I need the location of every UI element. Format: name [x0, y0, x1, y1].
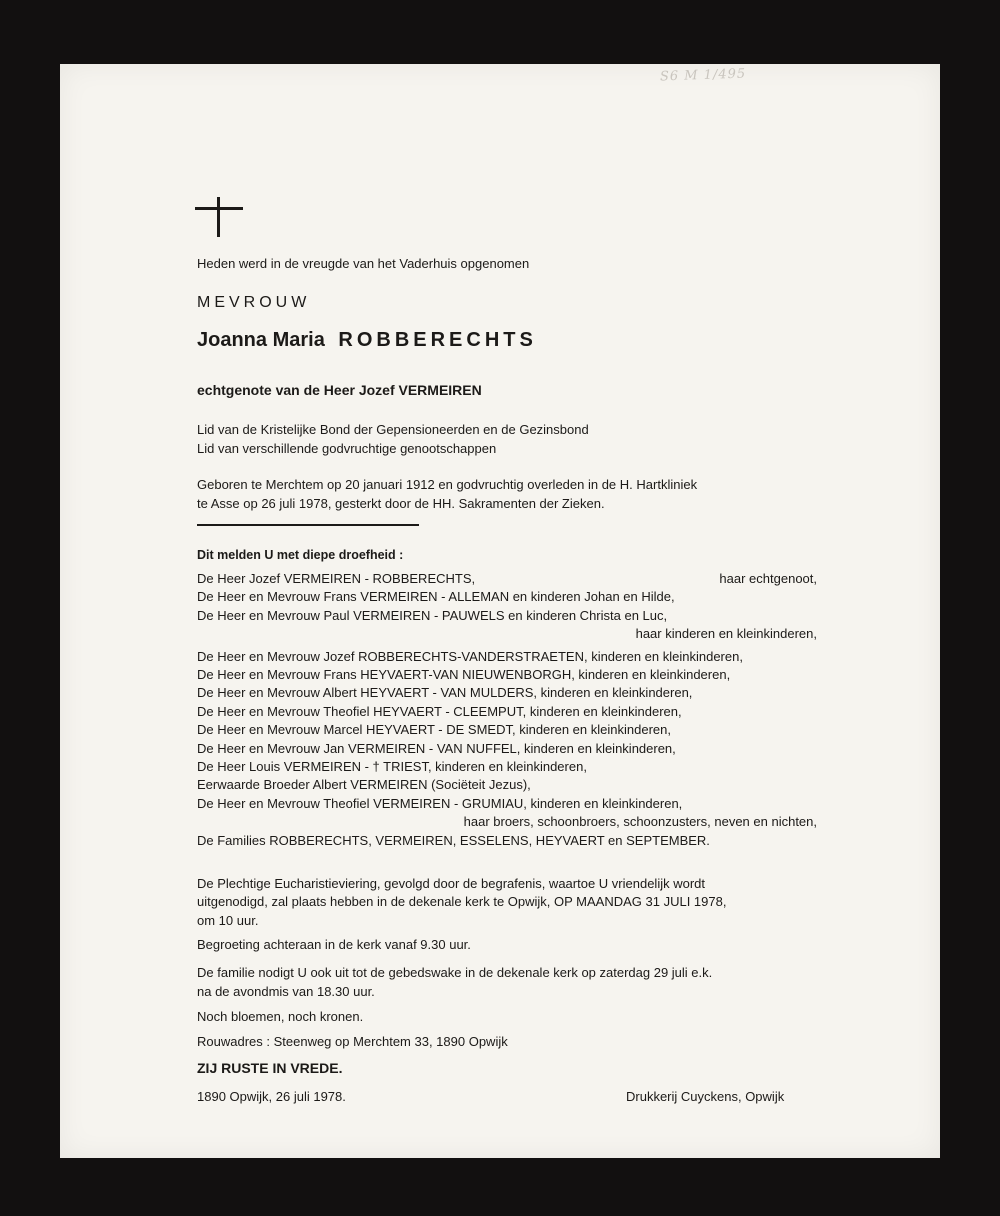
- vigil-line: De familie nodigt U ook uit tot de gebedswake in de dekenale kerk op zaterdag 29 juli e.k.: [197, 965, 713, 980]
- relative-line: De Heer en Mevrouw Frans HEYVAERT-VAN NIEUWENBORGH, kinderen en kleinkinderen,: [197, 667, 731, 682]
- relative-line: Eerwaarde Broeder Albert VERMEIREN (Sociëteit Jezus),: [197, 777, 531, 793]
- no-flowers-line: Noch bloemen, noch kronen.: [197, 1009, 364, 1024]
- place-date: 1890 Opwijk, 26 juli 1978.: [197, 1089, 346, 1104]
- cross-icon: [195, 197, 245, 237]
- relationship: haar echtgenoot,: [719, 571, 817, 586]
- ceremony-line: om 10 uur.: [197, 913, 259, 928]
- membership-line: Lid van de Kristelijke Bond der Gepensioneerden en de Gezinsbond: [197, 422, 589, 437]
- birth-death-line: Geboren te Merchtem op 20 januari 1912 en godvruchtig overleden in de H. Hartkliniek: [197, 477, 698, 492]
- relative-line: De Heer en Mevrouw Marcel HEYVAERT - DE SMEDT, kinderen en kleinkinderen,: [197, 722, 671, 738]
- mourning-address: Rouwadres : Steenweg op Merchtem 33, 1890 Opwijk: [197, 1034, 508, 1049]
- membership-line: Lid van verschillende godvruchtige genootschappen: [197, 441, 497, 456]
- relative-name: De Heer Jozef VERMEIREN - ROBBERECHTS,: [197, 571, 476, 586]
- relative-line: De Families ROBBERECHTS, VERMEIREN, ESSELENS, HEYVAERT en SEPTEMBER.: [197, 832, 710, 848]
- intro-text: Heden werd in de vreugde van het Vaderhuis opgenomen: [197, 256, 530, 271]
- vigil-line: na de avondmis van 18.30 uur.: [197, 984, 375, 999]
- spouse-line: echtgenote van de Heer Jozef VERMEIREN: [197, 382, 482, 398]
- pencil-annotation: S6 M 1/495: [659, 66, 747, 85]
- relative-line: [197, 571, 817, 587]
- ceremony-line: uitgenodigd, zal plaats hebben in de dekenale kerk te Opwijk, OP MAANDAG 31 JULI 1978,: [197, 894, 727, 909]
- relative-line: De Heer en Mevrouw Theofiel HEYVAERT - CLEEMPUT, kinderen en kleinkinderen,: [197, 703, 682, 719]
- relative-line: De Heer en Mevrouw Theofiel VERMEIREN - GRUMIAU, kinderen en kleinkinderen,: [197, 795, 683, 811]
- relative-line: De Heer en Mevrouw Jan VERMEIREN - VAN NUFFEL, kinderen en kleinkinderen,: [197, 740, 676, 756]
- first-names: Joanna Maria: [197, 329, 325, 351]
- relative-line: De Heer en Mevrouw Paul VERMEIREN - PAUWELS en kinderen Christa en Luc,: [197, 607, 668, 623]
- birth-death-line: te Asse op 26 juli 1978, gesterkt door de HH. Sakramenten der Zieken.: [197, 496, 605, 511]
- death-notice-card: [60, 64, 940, 1158]
- relative-line: De Heer Louis VERMEIREN - † TRIEST, kinderen en kleinkinderen,: [197, 759, 587, 774]
- surname: ROBBERECHTS: [338, 329, 537, 351]
- relative-line: De Heer en Mevrouw Jozef ROBBERECHTS-VANDERSTRAETEN, kinderen en kleinkinderen,: [197, 648, 743, 664]
- relative-line: De Heer en Mevrouw Albert HEYVAERT - VAN MULDERS, kinderen en kleinkinderen,: [197, 685, 693, 701]
- divider: [197, 524, 419, 526]
- title-mevrouw: MEVROUW: [197, 294, 311, 311]
- relative-line: De Heer en Mevrouw Frans VERMEIREN - ALLEMAN en kinderen Johan en Hilde,: [197, 589, 675, 605]
- announce-heading: Dit melden U met diepe droefheid :: [197, 548, 404, 562]
- ceremony-line: De Plechtige Eucharistieviering, gevolgd door de begrafenis, waartoe U vriendelijk wordt: [197, 876, 705, 891]
- greeting-line: Begroeting achteraan in de kerk vanaf 9.30 uur.: [197, 937, 471, 952]
- relative-line: haar broers, schoonbroers, schoonzusters, neven en nichten,: [463, 814, 817, 830]
- relative-line: haar kinderen en kleinkinderen,: [635, 626, 817, 642]
- rip-line: ZIJ RUSTE IN VREDE.: [197, 1060, 343, 1076]
- deceased-name: [197, 329, 537, 351]
- printer-credit: Drukkerij Cuyckens, Opwijk: [626, 1089, 785, 1104]
